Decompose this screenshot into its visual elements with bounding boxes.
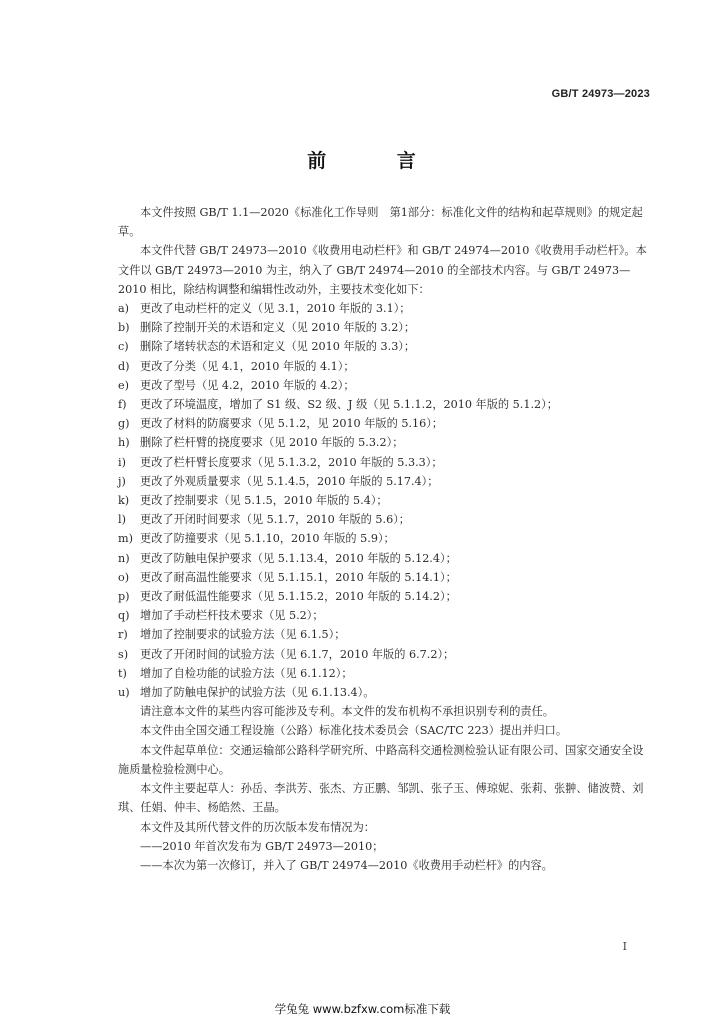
change-item-text: 删除了栏杆臂的挠度要求（见 2010 年版的 5.3.2）； bbox=[140, 436, 404, 450]
change-item bbox=[118, 568, 650, 587]
change-item bbox=[118, 318, 650, 337]
change-item-marker: c) bbox=[118, 340, 129, 354]
change-item-marker: j) bbox=[118, 474, 126, 488]
document-body bbox=[118, 203, 650, 875]
history-intro: 本文件及其所代替文件的历次版本发布情况为： bbox=[140, 820, 375, 834]
change-item bbox=[118, 472, 650, 491]
change-item-text: 更改了型号（见 4.2，2010 年版的 4.2）； bbox=[140, 378, 355, 392]
change-item-marker: o) bbox=[118, 570, 130, 584]
change-item bbox=[118, 683, 650, 702]
change-item-marker: l) bbox=[118, 513, 126, 527]
intro-paragraph: 本文件按照 GB/T 1.1—2020《标准化工作导则 第1部分：标准化文件的结构和起草规则》的规定起草。 bbox=[118, 206, 643, 239]
change-item-text: 更改了分类（见 4.1，2010 年版的 4.1）； bbox=[140, 359, 355, 373]
change-item-marker: p) bbox=[118, 590, 130, 604]
change-item bbox=[118, 549, 650, 568]
change-item-text: 更改了材料的防腐要求（见 5.1.2，见 2010 年版的 5.16）； bbox=[140, 417, 444, 431]
change-item bbox=[118, 664, 650, 683]
page-number: I bbox=[622, 940, 627, 953]
history-item: ——本次为第一次修订，并入了 GB/T 24974—2010《收费用手动栏杆》的内容。 bbox=[140, 858, 553, 872]
change-item-marker: q) bbox=[118, 609, 130, 623]
change-item-text: 更改了耐低温性能要求（见 5.1.15.2，2010 年版的 5.14.2）； bbox=[140, 590, 457, 604]
change-item-text: 删除了控制开关的术语和定义（见 2010 年版的 3.2）； bbox=[140, 321, 416, 335]
change-item bbox=[118, 491, 650, 510]
change-item-marker: h) bbox=[118, 436, 130, 450]
change-item-marker: f) bbox=[118, 398, 127, 412]
change-item bbox=[118, 587, 650, 606]
change-item bbox=[118, 453, 650, 472]
change-item-text: 增加了防触电保护的试验方法（见 6.1.13.4）。 bbox=[140, 686, 375, 700]
change-item-text: 增加了自检功能的试验方法（见 6.1.12）； bbox=[140, 666, 353, 680]
change-item-text: 更改了控制要求（见 5.1.5，2010 年版的 5.4）； bbox=[140, 494, 388, 508]
change-item bbox=[118, 357, 650, 376]
change-item bbox=[118, 510, 650, 529]
change-item-text: 更改了防触电保护要求（见 5.1.13.4，2010 年版的 5.12.4）； bbox=[140, 551, 457, 565]
change-item-text: 更改了环境温度，增加了 S1 级、S2 级、J 级（见 5.1.1.2，2010 年版的 5.1.2）； bbox=[140, 398, 558, 412]
change-item bbox=[118, 529, 650, 548]
change-item-text: 更改了电动栏杆的定义（见 3.1，2010 年版的 3.1）； bbox=[140, 302, 411, 316]
change-item-text: 更改了耐高温性能要求（见 5.1.15.1，2010 年版的 5.14.1）； bbox=[140, 570, 457, 584]
change-item-marker: b) bbox=[118, 321, 130, 335]
change-item-marker: k) bbox=[118, 494, 130, 508]
drafting-units: 本文件起草单位：交通运输部公路科学研究所、中路高科交通检测检验认证有限公司、国家交通安全设施质量检验检测中心。 bbox=[118, 743, 644, 776]
page-title: 前 言 bbox=[307, 150, 448, 172]
change-item bbox=[118, 433, 650, 452]
change-item bbox=[118, 337, 650, 356]
change-item-text: 更改了栏杆臂长度要求（见 5.1.3.2，2010 年版的 5.3.3）； bbox=[140, 455, 443, 469]
change-item-text: 更改了外观质量要求（见 5.1.4.5，2010 年版的 5.17.4）； bbox=[140, 474, 439, 488]
change-item bbox=[118, 299, 650, 318]
change-item-marker: r) bbox=[118, 628, 128, 642]
replacement-paragraph: 本文件代替 GB/T 24973—2010《收费用电动栏杆》和 GB/T 24974—2010《收费用手动栏杆》。本文件以 GB/T 24973—2010 为主，纳入了 GB/T 24974—2010 的全部技术内容。与 GB/T 24973—2010 相比，除结构调整和编辑性改动外，主要技术变化如下： bbox=[118, 244, 647, 296]
change-item-marker: t) bbox=[118, 666, 127, 680]
patent-notice: 请注意本文件的某些内容可能涉及专利。本文件的发布机构不承担识别专利的责任。 bbox=[140, 705, 554, 719]
change-item-marker: i) bbox=[118, 455, 126, 469]
change-item-marker: a) bbox=[118, 302, 130, 316]
change-item bbox=[118, 606, 650, 625]
change-item-marker: d) bbox=[118, 359, 130, 373]
change-item-text: 增加了手动栏杆技术要求（见 5.2）； bbox=[140, 609, 324, 623]
history-item: ——2010 年首次发布为 GB/T 24973—2010； bbox=[140, 839, 384, 853]
change-item-text: 更改了防撞要求（见 5.1.10，2010 年版的 5.9）； bbox=[140, 532, 395, 546]
change-item-text: 更改了开闭时间要求（见 5.1.7，2010 年版的 5.6）； bbox=[140, 513, 410, 527]
change-item-marker: e) bbox=[118, 378, 129, 392]
change-item-marker: m) bbox=[118, 532, 133, 546]
change-item-marker: n) bbox=[118, 551, 130, 565]
proposer-notice: 本文件由全国交通工程设施（公路）标准化技术委员会（SAC/TC 223）提出并归口。 bbox=[140, 724, 568, 738]
change-item bbox=[118, 395, 650, 414]
change-item bbox=[118, 645, 650, 664]
standard-code: GB/T 24973—2023 bbox=[551, 88, 650, 100]
drafters: 本文件主要起草人：孙岳、李洪芳、张杰、方正鹏、邹凯、张子玉、傅琼妮、张莉、张翀、储波赞、刘琪、任娟、仲丰、杨皓然、王晶。 bbox=[118, 782, 644, 815]
changes-list bbox=[118, 299, 650, 702]
change-item-text: 增加了控制要求的试验方法（见 6.1.5）； bbox=[140, 628, 346, 642]
change-item bbox=[118, 625, 650, 644]
footer-watermark[interactable]: 学兔兔 www.bzfxw.com标准下载 bbox=[274, 1002, 451, 1016]
change-item-marker: s) bbox=[118, 647, 129, 661]
change-item-text: 删除了堵转状态的术语和定义（见 2010 年版的 3.3）； bbox=[140, 340, 416, 354]
change-item-marker: g) bbox=[118, 417, 130, 431]
change-item-text: 更改了开闭时间的试验方法（见 6.1.7，2010 年版的 6.7.2）； bbox=[140, 647, 455, 661]
change-item bbox=[118, 376, 650, 395]
change-item bbox=[118, 414, 650, 433]
change-item-marker: u) bbox=[118, 686, 130, 700]
